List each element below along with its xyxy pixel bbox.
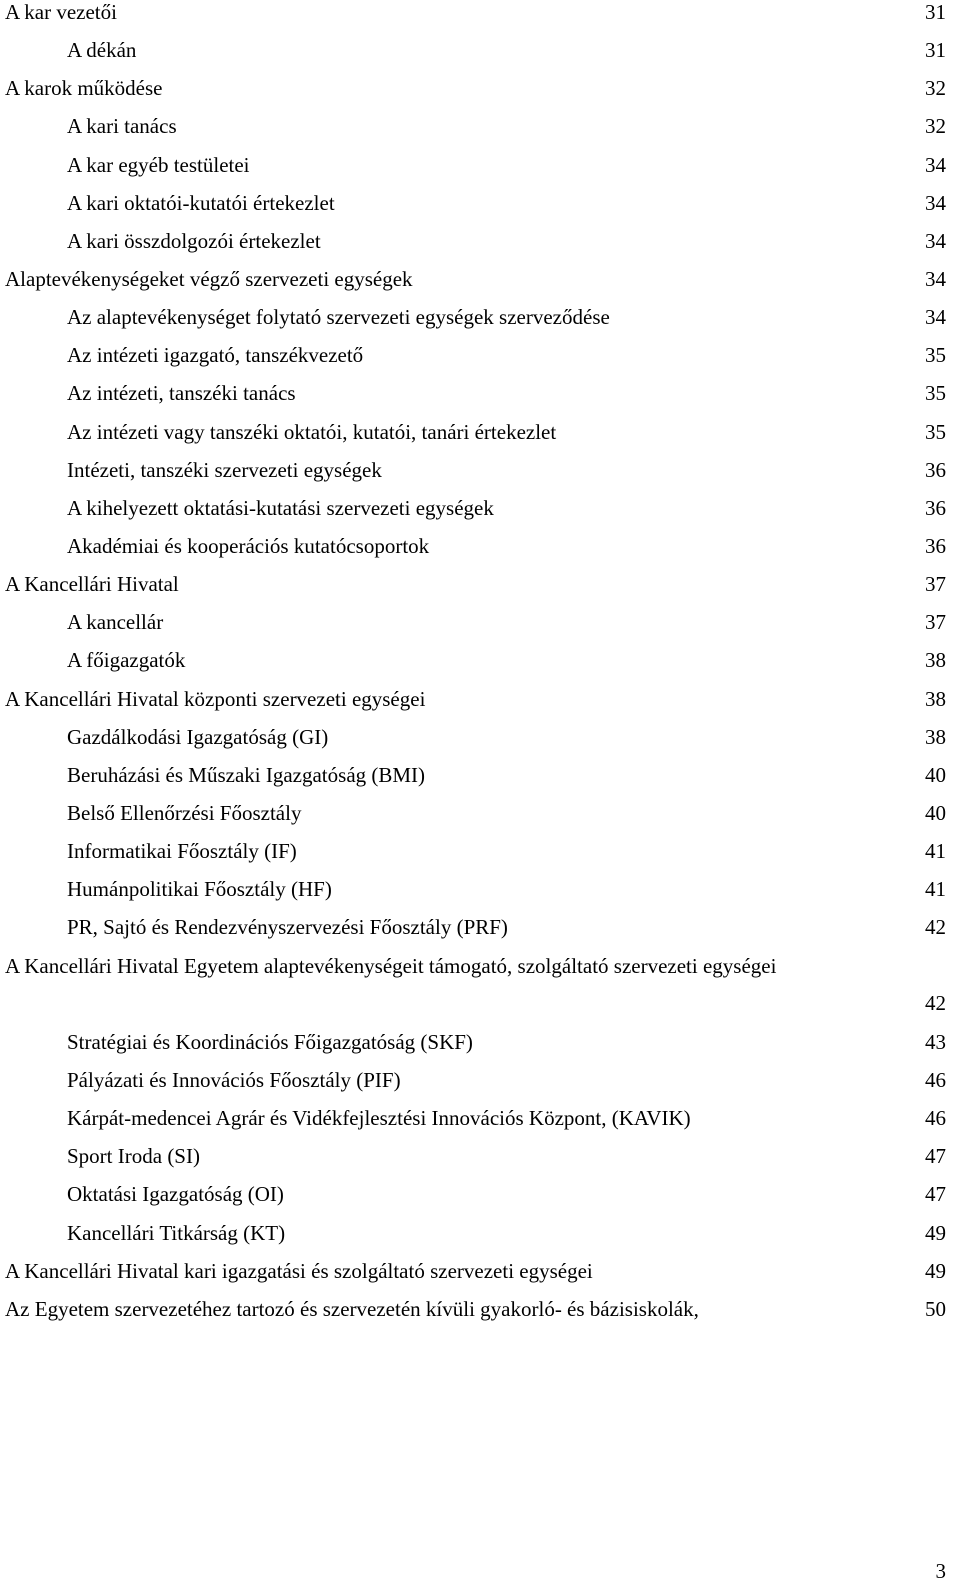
toc-entry-page-number: 31: [925, 0, 946, 24]
toc-entry-title: Informatikai Főosztály (IF): [67, 839, 297, 864]
toc-entry[interactable]: [0, 572, 960, 610]
toc-entry-page-number: 34: [925, 190, 946, 215]
toc-entry-title: Intézeti, tanszéki szervezeti egységek: [67, 457, 382, 482]
toc-entry[interactable]: [0, 153, 960, 191]
toc-entry[interactable]: [0, 229, 960, 267]
toc-entry-page-number: 38: [925, 686, 946, 711]
toc-entry-page-number: 42: [925, 915, 946, 940]
toc-entry-title: Belső Ellenőrzési Főosztály: [67, 800, 302, 825]
toc-entry-title: Az intézeti, tanszéki tanács: [67, 381, 296, 406]
toc-entry-page-number: 34: [925, 266, 946, 291]
toc-entry[interactable]: [0, 839, 960, 877]
toc-entry-page-number: 46: [925, 1067, 946, 1092]
toc-entry-page-number: 40: [925, 762, 946, 787]
toc-entry[interactable]: [0, 1297, 960, 1335]
toc-entry-title: Oktatási Igazgatóság (OI): [67, 1182, 284, 1207]
toc-entry-title: A dékán: [67, 38, 137, 63]
toc-entry-page-number: 49: [925, 1258, 946, 1283]
toc-entry-title: A kari tanács: [67, 114, 177, 139]
toc-entry-title: A kari oktatói-kutatói értekezlet: [67, 190, 335, 215]
page-number: 3: [935, 1559, 946, 1583]
toc-entry-title: A Kancellári Hivatal: [5, 572, 179, 597]
toc-entry[interactable]: [0, 114, 960, 152]
toc-entry-page-number: 32: [925, 114, 946, 139]
toc-entry[interactable]: [0, 1182, 960, 1220]
toc-entry[interactable]: [0, 877, 960, 915]
toc-entry-page-number: 32: [925, 76, 946, 101]
toc-entry-page-number: 36: [925, 495, 946, 520]
toc-entry-title: Gazdálkodási Igazgatóság (GI): [67, 724, 329, 749]
toc-entry[interactable]: [0, 610, 960, 648]
toc-entry-page-number: 47: [925, 1182, 946, 1207]
toc-entry[interactable]: [0, 648, 960, 686]
toc-entry-title: A kar vezetői: [5, 0, 117, 24]
toc-entry[interactable]: [0, 191, 960, 229]
toc-entry[interactable]: [0, 381, 960, 419]
toc-entry-page-number: 50: [925, 1296, 946, 1321]
toc-entry-title: Beruházási és Műszaki Igazgatóság (BMI): [67, 762, 426, 787]
toc-entry-page-number: 38: [925, 724, 946, 749]
toc-entry-page-number: 41: [925, 877, 946, 902]
toc-entry-title: Sport Iroda (SI): [67, 1144, 200, 1169]
toc-entry[interactable]: [0, 420, 960, 458]
toc-entry[interactable]: [0, 496, 960, 534]
toc-entry[interactable]: [0, 458, 960, 496]
toc-entry[interactable]: [0, 1068, 960, 1106]
toc-entry-title: A karok működése: [5, 76, 163, 101]
toc-entry-title: A Kancellári Hivatal Egyetem alaptevékenységeit támogató, szolgáltató szervezeti egységei: [5, 953, 777, 978]
toc-entry-page-number: 36: [925, 533, 946, 558]
toc-entry-page-number: 42: [925, 990, 946, 1015]
toc-entry-page-number: 35: [925, 381, 946, 406]
toc-entry-page-number: 31: [925, 38, 946, 63]
toc-entry[interactable]: [0, 267, 960, 305]
toc-entry-title: Humánpolitikai Főosztály (HF): [67, 877, 332, 902]
toc-entry-title: A főigazgatók: [67, 648, 186, 673]
toc-entry-title: Az intézeti vagy tanszéki oktatói, kutatói, tanári értekezlet: [67, 419, 557, 444]
toc-entry[interactable]: [0, 725, 960, 763]
toc-entry[interactable]: [0, 534, 960, 572]
toc-entry-page-number: 34: [925, 305, 946, 330]
toc-entry-title: Pályázati és Innovációs Főosztály (PIF): [67, 1067, 401, 1092]
toc-entry-title: A kari összdolgozói értekezlet: [67, 228, 321, 253]
toc-entry-page-number: 34: [925, 228, 946, 253]
toc-entry[interactable]: [0, 1221, 960, 1259]
toc-entry-title: A kar egyéb testületei: [67, 152, 250, 177]
toc-entry-page-number: 35: [925, 419, 946, 444]
toc-entry[interactable]: [0, 305, 960, 343]
toc-entry-page-number: 37: [925, 610, 946, 635]
toc-entry[interactable]: [0, 1259, 960, 1297]
toc-entry-title: Az intézeti igazgató, tanszékvezető: [67, 343, 364, 368]
toc-entry[interactable]: [0, 915, 960, 953]
toc-entry-page-number: 41: [925, 839, 946, 864]
toc-entry-title: Akadémiai és kooperációs kutatócsoportok: [67, 533, 430, 558]
toc-entry-page-number: 34: [925, 152, 946, 177]
toc-entry-page-number: 40: [925, 800, 946, 825]
toc-entry[interactable]: [0, 1144, 960, 1182]
toc-entry-page-number: 36: [925, 457, 946, 482]
toc-entry[interactable]: [0, 76, 960, 114]
toc-entry[interactable]: [0, 687, 960, 725]
toc-entry-page-number: 49: [925, 1220, 946, 1245]
toc-entry-title: A Kancellári Hivatal kari igazgatási és szolgáltató szervezeti egységei: [5, 1258, 593, 1283]
toc-entry[interactable]: [0, 38, 960, 76]
toc-entry[interactable]: [0, 0, 960, 38]
toc-entry-page-number: 35: [925, 343, 946, 368]
toc-entry-page-number: 43: [925, 1029, 946, 1054]
toc-entry-title: Stratégiai és Koordinációs Főigazgatóság (SKF): [67, 1029, 473, 1054]
toc-entry[interactable]: [0, 954, 960, 1030]
toc-entry-title: A Kancellári Hivatal központi szervezeti egységei: [5, 686, 426, 711]
toc-entry-title: PR, Sajtó és Rendezvényszervezési Főosztály (PRF): [67, 915, 508, 940]
toc-entry-page-number: 47: [925, 1144, 946, 1169]
toc-entry[interactable]: [0, 801, 960, 839]
toc-entry-page-number: 46: [925, 1106, 946, 1131]
toc-entry-title: A kihelyezett oktatási-kutatási szervezeti egységek: [67, 495, 494, 520]
toc-entry[interactable]: [0, 343, 960, 381]
toc-entry-page-number: 37: [925, 572, 946, 597]
toc-entry[interactable]: [0, 763, 960, 801]
toc-entry-page-number: 38: [925, 648, 946, 673]
toc-entry-title: Az Egyetem szervezetéhez tartozó és szervezetén kívüli gyakorló- és bázisiskolák,: [5, 1296, 699, 1321]
toc-entry[interactable]: [0, 1030, 960, 1068]
toc-entry-title: Az alaptevékenységet folytató szervezeti egységek szerveződése: [67, 305, 610, 330]
toc-entry-title: Alaptevékenységeket végző szervezeti egységek: [5, 266, 413, 291]
toc-entry-title: Kancellári Titkárság (KT): [67, 1220, 286, 1245]
toc-entry-title: A kancellár: [67, 610, 164, 635]
toc-entry[interactable]: [0, 1106, 960, 1144]
toc-entry-title: Kárpát-medencei Agrár és Vidékfejlesztési Innovációs Központ, (KAVIK): [67, 1106, 691, 1131]
